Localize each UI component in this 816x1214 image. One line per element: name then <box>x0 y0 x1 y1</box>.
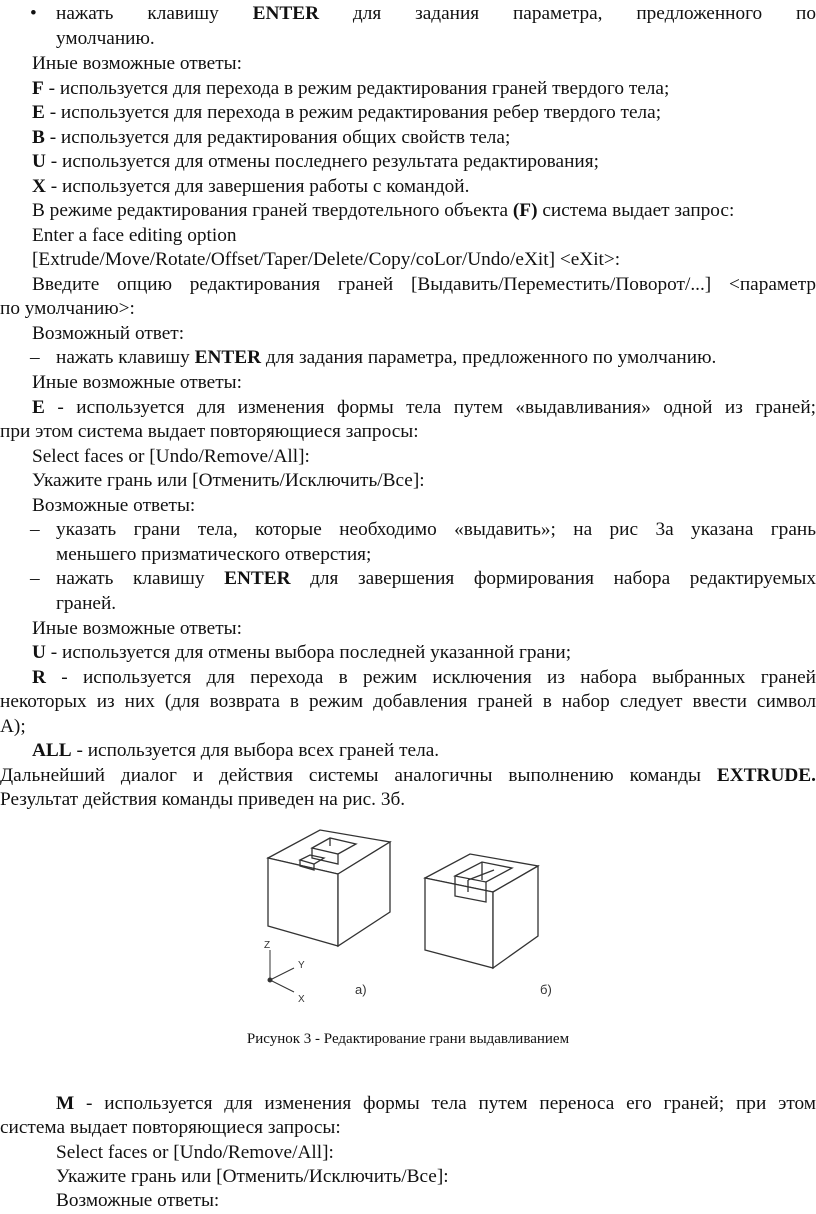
text-line <box>32 494 195 519</box>
text-line <box>32 199 734 224</box>
bold-term: E <box>32 102 45 123</box>
bold-term: M <box>56 1093 75 1114</box>
list-bullet: • <box>30 3 37 24</box>
bold-term: U <box>32 642 46 663</box>
text-run: Возможные ответы: <box>56 1190 220 1211</box>
text-run: Возможные ответы: <box>32 495 196 516</box>
text-run: [Extrude/Move/Rotate/Offset/Taper/Delete/Copy/coLor/Undo/eXit] <eXit>: <box>32 249 621 270</box>
text-run: нажать клавишу <box>56 347 195 368</box>
block-b-icon <box>425 854 538 968</box>
text-run: Введите опцию редактирования граней [Выдавить/Переместить/Поворот/...] <параметр <box>32 274 816 295</box>
text-run: граней. <box>56 593 117 614</box>
text-line <box>32 396 816 421</box>
list-bullet: – <box>30 568 40 589</box>
bold-term: X <box>32 176 46 197</box>
text-run: - используется для изменения формы тела путем переноса его граней; при этом <box>74 1093 816 1114</box>
text-line <box>32 52 242 77</box>
text-run: по умолчанию>: <box>0 298 135 319</box>
text-run: система выдает повторяющиеся запросы: <box>0 1117 341 1138</box>
text-line <box>56 27 155 52</box>
text-line <box>32 445 310 470</box>
text-line <box>30 567 816 592</box>
figure-3-drawing <box>250 818 590 1018</box>
text-run: система выдает запрос: <box>537 200 735 221</box>
text-run: для задания параметра, предложенного по <box>319 3 816 24</box>
text-line <box>32 469 425 494</box>
text-run: - используется для завершения работы с командой. <box>45 176 470 197</box>
text-run: нажать клавишу <box>56 568 225 589</box>
text-line <box>0 764 816 789</box>
text-run: Select faces or [Undo/Remove/All]: <box>32 446 310 467</box>
text-line <box>32 248 620 273</box>
text-run: - используется для перехода в режим исключения из набора выбранных граней <box>45 667 816 688</box>
text-line <box>32 126 510 151</box>
axis-y-label: Y <box>298 960 305 971</box>
bold-term: E <box>32 397 45 418</box>
text-line <box>56 1141 334 1166</box>
text-line <box>0 788 405 813</box>
text-line <box>0 715 26 740</box>
text-line <box>32 224 237 249</box>
text-line <box>32 371 242 396</box>
bold-term: U <box>32 151 46 172</box>
text-run: умолчанию. <box>56 28 155 49</box>
text-line <box>32 77 669 102</box>
ucs-axes-icon <box>268 950 294 992</box>
text-line <box>32 739 439 764</box>
text-run: Укажите грань или [Отменить/Исключить/Все]: <box>56 1166 449 1187</box>
text-run: - используется для изменения формы тела путем «выдавливания» одной из граней; <box>44 397 816 418</box>
text-run: - используется для перехода в режим редактирования граней твердого тела; <box>43 78 670 99</box>
block-a-icon <box>268 830 390 946</box>
list-bullet: – <box>30 347 40 368</box>
bold-term: F <box>32 78 44 99</box>
text-run: Иные возможные ответы: <box>32 618 242 639</box>
text-run: - используется для редактирования общих свойств тела; <box>44 127 511 148</box>
text-line <box>30 518 816 543</box>
text-line <box>56 1092 816 1117</box>
figure-caption: Рисунок 3 - Редактирование грани выдавливанием <box>246 1031 570 1047</box>
text-run: указать грани тела, которые необходимо «выдавить»; на рис 3а указана грань <box>56 519 816 540</box>
bold-term: ENTER <box>224 568 291 589</box>
bold-term: R <box>32 667 46 688</box>
text-line <box>32 101 661 126</box>
text-run: меньшего призматического отверстия; <box>56 544 372 565</box>
bold-term: (F) <box>512 200 538 221</box>
text-line <box>56 1189 219 1214</box>
text-line <box>30 346 717 371</box>
text-run: Результат действия команды приведен на рис. 3б. <box>0 789 406 810</box>
figure-3 <box>250 818 590 1018</box>
list-bullet: – <box>30 519 40 540</box>
figure-label-a: а) <box>355 982 367 997</box>
text-run: Иные возможные ответы: <box>32 372 242 393</box>
bold-term: ENTER <box>252 3 320 24</box>
text-line <box>32 175 469 200</box>
text-run: Дальнейший диалог и действия системы аналогичны выполнению команды <box>0 765 717 786</box>
text-run: А); <box>0 716 26 737</box>
text-line <box>32 150 599 175</box>
text-line <box>32 617 242 642</box>
bold-term: EXTRUDE. <box>716 765 816 786</box>
text-run: - используется для выбора всех граней тела. <box>71 740 440 761</box>
text-line <box>32 641 571 666</box>
text-line <box>0 420 419 445</box>
text-line <box>32 322 184 347</box>
text-run: для завершения формирования набора редактируемых <box>290 568 816 589</box>
text-line <box>0 690 816 715</box>
text-line <box>32 666 816 691</box>
bold-term: ALL <box>32 740 72 761</box>
text-line <box>56 543 371 568</box>
text-line <box>56 592 116 617</box>
text-line <box>32 273 816 298</box>
text-run: для задания параметра, предложенного по умолчанию. <box>261 347 717 368</box>
text-run: - используется для отмены выбора последней указанной грани; <box>45 642 572 663</box>
text-run: - используется для перехода в режим редактирования ребер твердого тела; <box>44 102 662 123</box>
text-run: нажать клавишу <box>56 3 253 24</box>
text-line <box>0 297 135 322</box>
text-run: В режиме редактирования граней твердотельного объекта <box>32 200 513 221</box>
text-line <box>30 2 816 27</box>
text-run: Select faces or [Undo/Remove/All]: <box>56 1142 334 1163</box>
text-run: Возможный ответ: <box>32 323 185 344</box>
axis-z-label: Z <box>264 940 271 951</box>
text-run: Enter a face editing option <box>32 225 237 246</box>
text-run: Иные возможные ответы: <box>32 53 242 74</box>
text-run: - используется для отмены последнего результата редактирования; <box>45 151 599 172</box>
figure-label-b: б) <box>540 982 552 997</box>
text-run: Укажите грань или [Отменить/Исключить/Все]: <box>32 470 425 491</box>
text-run: при этом система выдает повторяющиеся запросы: <box>0 421 419 442</box>
bold-term: ENTER <box>194 347 262 368</box>
text-line <box>0 1116 341 1141</box>
bold-term: B <box>32 127 45 148</box>
axis-x-label: X <box>298 994 305 1005</box>
text-line <box>56 1165 449 1190</box>
text-run: некоторых из них (для возврата в режим добавления граней в набор следует ввести символ <box>0 691 816 712</box>
